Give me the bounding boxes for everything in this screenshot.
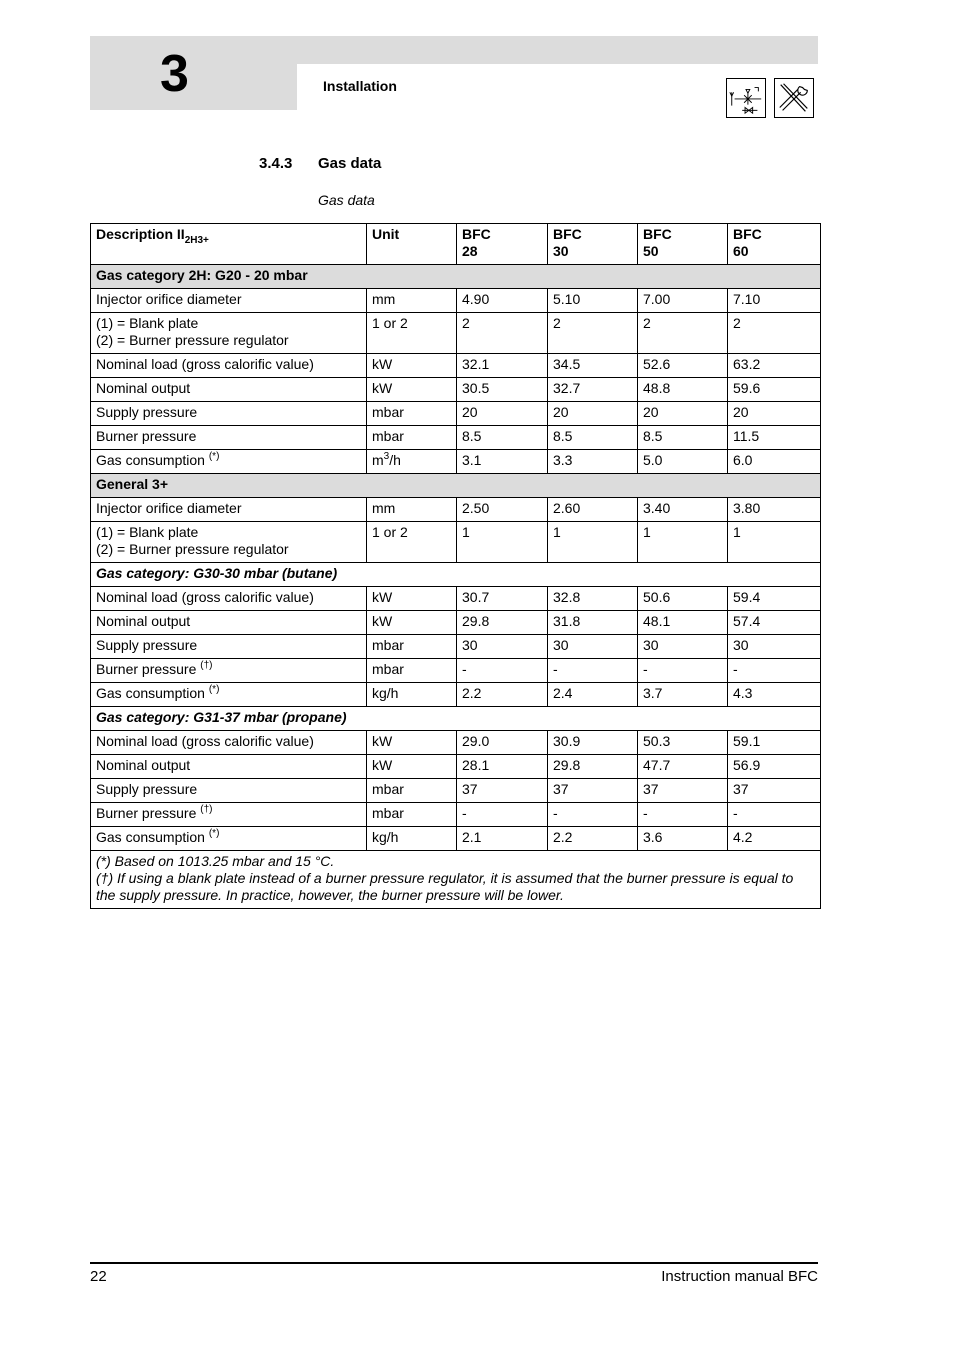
chapter-box — [90, 36, 297, 110]
gas-valve-diagram-icon — [726, 78, 766, 118]
header-description: Description $II_{2H3+}$ — [91, 224, 367, 265]
header-model: BFC 28 — [457, 224, 548, 265]
table-row: Injector orifice diameter mm 4.90 5.10 7.00 7.10 — [91, 289, 821, 313]
table-row: Nominal load (gross calorific value) kW 30.7 32.8 50.6 59.4 — [91, 587, 821, 611]
table-row: Nominal load (gross calorific value) kW 32.1 34.5 52.6 63.2 — [91, 354, 821, 378]
table-row: Nominal output kW 30.5 32.7 48.8 59.6 — [91, 378, 821, 402]
category-row: General 3+ — [91, 474, 821, 498]
header-model: BFC 30 — [548, 224, 638, 265]
header-model: BFC 60 — [728, 224, 821, 265]
gas-data-table — [90, 223, 821, 909]
section-title: Gas data — [318, 155, 382, 172]
table-row: Gas consumption (*) $m^3/h$ 3.1 3.3 5.0 6.0 — [91, 450, 821, 474]
footnote-conditions: (*) Based on 1013.25 mbar and 15 °C. — [96, 853, 335, 869]
header-unit: Unit — [367, 224, 457, 265]
category-row: Gas category 2H: G20 - 20 mbar — [91, 265, 821, 289]
category-row: Gas category: G31-37 mbar (propane) — [91, 707, 821, 731]
chapter-number: 3 — [160, 45, 189, 103]
chapter-title: Installation — [323, 78, 397, 94]
table-row: Nominal load (gross calorific value) kW 29.0 30.9 50.3 59.1 — [91, 731, 821, 755]
footnote-blank-plate: (†) If using a blank plate instead of a burner pressure regulator, it is assumed that the burner pressure is equal to the supply pressure. In practice, however, the burner pressure will be lower. — [96, 870, 794, 903]
tools-wrench-screwdriver-icon — [774, 78, 814, 118]
table-row: (1) = Blank plate (2) = Burner pressure regulator 1 or 2 1 1 1 1 — [91, 522, 821, 563]
table-row: Nominal output kW 28.1 29.8 47.7 56.9 — [91, 755, 821, 779]
table-row: Nominal output kW 29.8 31.8 48.1 57.4 — [91, 611, 821, 635]
table-row: Gas consumption (*) kg/h 2.2 2.4 3.7 4.3 — [91, 683, 821, 707]
table-caption: Gas data — [318, 192, 375, 208]
table-row: Burner pressure (†) mbar - - - - — [91, 659, 821, 683]
footnote-row — [91, 851, 821, 909]
footer-rule — [90, 1262, 818, 1264]
manual-title: Instruction manual BFC — [661, 1268, 818, 1285]
table-row: Burner pressure (†) mbar - - - - — [91, 803, 821, 827]
table-row: Injector orifice diameter mm 2.50 2.60 3.40 3.80 — [91, 498, 821, 522]
table-header-row — [91, 224, 821, 265]
table-row: Burner pressure mbar 8.5 8.5 8.5 11.5 — [91, 426, 821, 450]
table-row: Gas consumption (*) kg/h 2.1 2.2 3.6 4.2 — [91, 827, 821, 851]
table-row: Supply pressure mbar 30 30 30 30 — [91, 635, 821, 659]
section-number: 3.4.3 — [259, 155, 293, 172]
page-number: 22 — [90, 1268, 107, 1285]
table-row: Supply pressure mbar 37 37 37 37 — [91, 779, 821, 803]
category-row: Gas category: G30-30 mbar (butane) — [91, 563, 821, 587]
header-model: BFC 50 — [638, 224, 728, 265]
table-row: Supply pressure mbar 20 20 20 20 — [91, 402, 821, 426]
table-row: (1) = Blank plate (2) = Burner pressure regulator 1 or 2 2 2 2 2 — [91, 313, 821, 354]
